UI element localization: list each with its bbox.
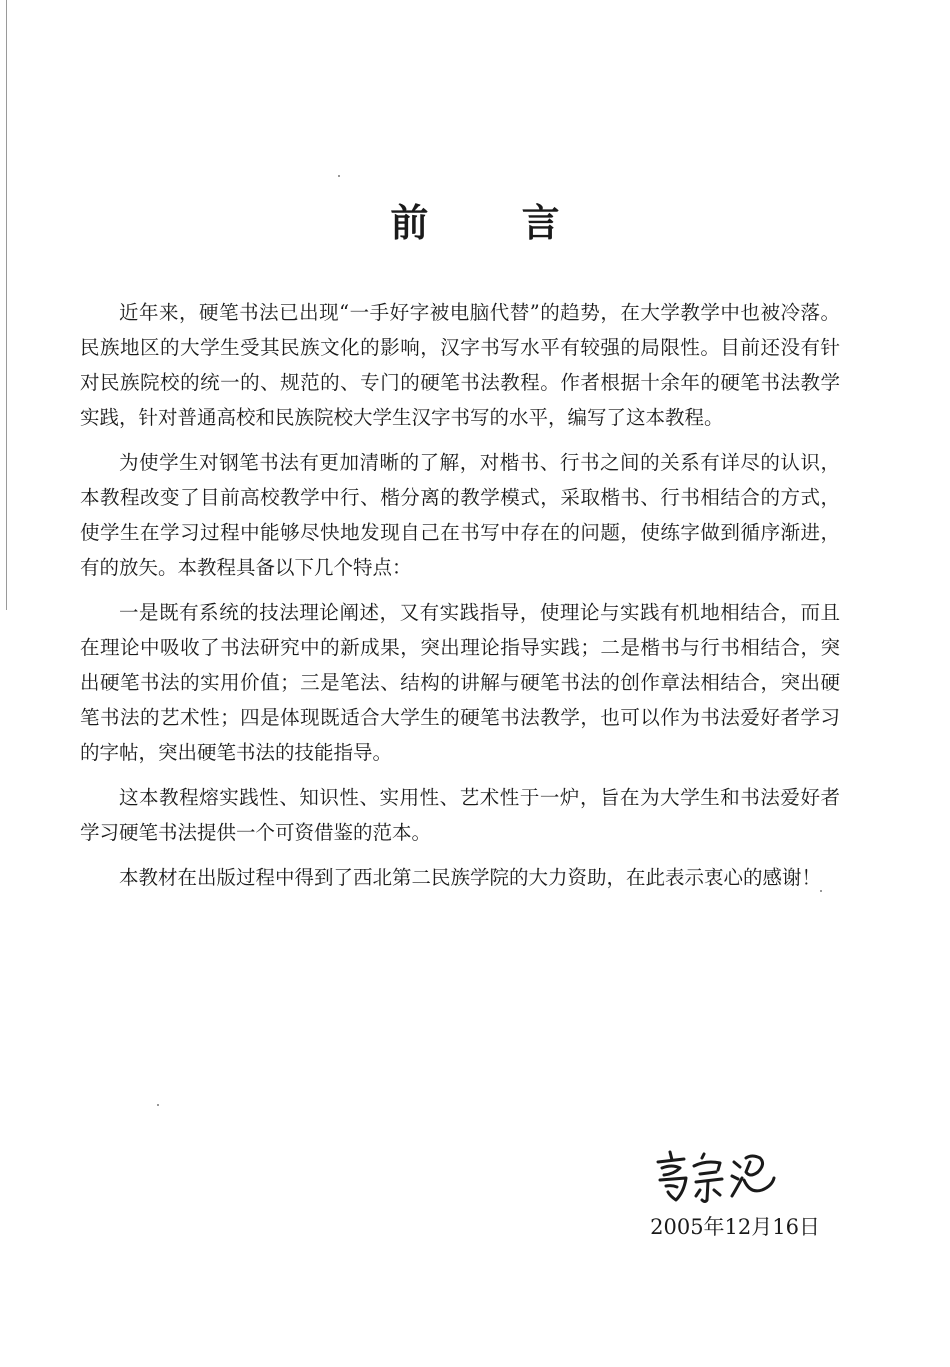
paragraph-3: 一是既有系统的技法理论阐述，又有实践指导，使理论与实践有机地相结合，而且在理论中吸收了书法研究中的新成果，突出理论指导实践；二是楷书与行书相结合，突出硬笔书法的实用价值；三是笔法、结构的讲解与硬笔书法的创作章法相结合，突出硬笔书法的艺术性；四是体现既适合大学生的硬笔书法教学，也可以作为书法爱好者学习的字帖，突出硬笔书法的技能指导。 — [80, 601, 840, 764]
paragraph-1: 近年来，硬笔书法已出现“一手好字被电脑代替”的趋势，在大学教学中也被冷落。民族地区的大学生受其民族文化的影响，汉字书写水平有较强的局限性。目前还没有针对民族院校的统一的、规范的、专门的硬笔书法教程。作者根据十余年的硬笔书法教学实践，针对普通高校和民族院校大学生汉字书写的水平，编写了这本教程。 — [80, 301, 840, 429]
paragraph-5: 本教材在出版过程中得到了西北第二民族学院的大力资助，在此表示衷心的感谢！ — [119, 866, 822, 889]
scan-speck — [157, 1104, 159, 1106]
page-title: 前 言 — [390, 201, 600, 245]
date-line: 2005年12月16日 — [650, 1215, 820, 1239]
scan-edge-line — [6, 0, 7, 610]
paragraph-4: 这本教程熔实践性、知识性、实用性、艺术性于一炉，旨在为大学生和书法爱好者学习硬笔书法提供一个可资借鉴的范本。 — [80, 786, 840, 844]
paragraph-2: 为使学生对钢笔书法有更加清晰的了解，对楷书、行书之间的关系有详尽的认识，本教程改变了目前高校教学中行、楷分离的教学模式，采取楷书、行书相结合的方式，使学生在学习过程中能够尽快地发现自己在书写中存在的问题，使练字做到循序渐进，有的放矢。本教程具备以下几个特点： — [80, 451, 840, 579]
handwritten-signature — [650, 1148, 780, 1208]
scan-speck — [338, 175, 340, 177]
preface-body — [80, 295, 840, 905]
